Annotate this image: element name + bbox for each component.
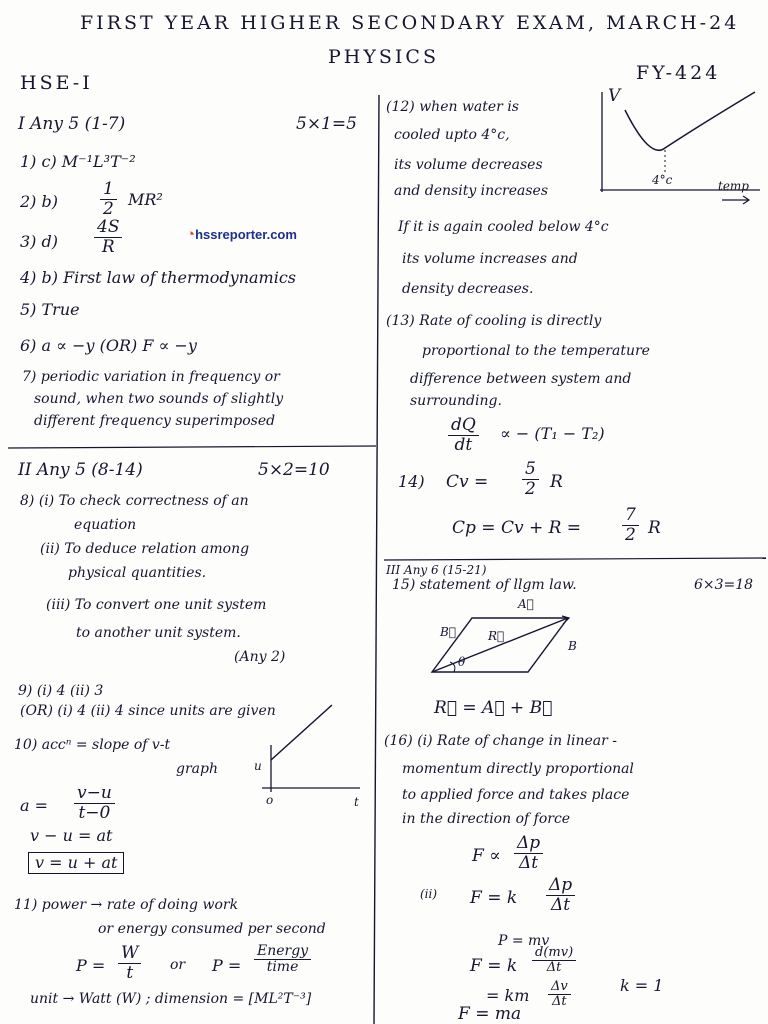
q11-p1: P = (76, 956, 106, 975)
q16-f-ma: F = ma (458, 1004, 522, 1024)
q16-f-prop: F ∝ (472, 846, 501, 866)
graph-4c-label: 4°c (652, 173, 673, 187)
q16-line2: momentum directly proportional (402, 761, 634, 777)
velocity-time-graph (262, 705, 360, 792)
q8-line6: to another unit system. (76, 625, 241, 641)
q14-cp: Cp = Cv + R = (452, 518, 582, 538)
q12-line3: its volume decreases (394, 157, 543, 173)
site-logo-text: hssreporter.com (195, 227, 297, 242)
q11-line2: or energy consumed per second (98, 921, 326, 937)
q14-cp-tail: R (648, 518, 661, 538)
q14-cp-fraction: $\frac{7}{2}$ (622, 506, 639, 544)
q13-line4: surrounding. (410, 393, 502, 409)
graph-t-label: t (354, 795, 359, 809)
q8-line2: equation (74, 517, 137, 533)
part1-marks: 5×1=5 (296, 114, 357, 134)
q10-a-eq: a = (20, 796, 49, 815)
q16-frac-dp: $\frac{\Delta p}{\Delta t}$ (514, 834, 543, 872)
q10-line4: v − u = at (30, 826, 113, 845)
q8-line3: (ii) To deduce relation among (40, 541, 250, 557)
left-section-rule (8, 446, 376, 448)
vector-r-label: R⃗ (488, 629, 505, 643)
graph-u-label: u (254, 759, 262, 773)
theta-label: θ (458, 655, 466, 669)
q11-line4: unit → Watt (W) ; dimension = [ML²T⁻³] (30, 991, 312, 1007)
part2-marks: 5×2=10 (258, 460, 330, 480)
q14-cv-fraction: $\frac{5}{2}$ (522, 460, 539, 498)
q12-line6: its volume increases and (402, 251, 578, 267)
subject-title: PHYSICS (328, 46, 439, 68)
q12-line1: (12) when water is (386, 99, 519, 115)
graph-v-label: V (608, 86, 621, 106)
graph-origin-label: o (266, 793, 274, 807)
q16-line3: to applied force and takes place (402, 787, 630, 803)
q13-fraction: $\frac{dQ}{dt}$ (448, 416, 479, 454)
answer-2-fraction: $\frac{1}{2}$ (100, 180, 117, 218)
q8-line4: physical quantities. (68, 565, 207, 581)
q10-line2: graph (176, 761, 218, 777)
q12-line7: density decreases. (402, 281, 534, 297)
q14-label: 14) (398, 472, 425, 491)
q9-line2: (OR) (i) 4 (ii) 4 since units are given (20, 703, 276, 719)
q13-line3: difference between system and (410, 371, 632, 387)
q9-line1: 9) (i) 4 (ii) 3 (18, 683, 104, 699)
q16-f-eq2: F = k (470, 956, 518, 976)
q16-f-eq: F = k (470, 888, 518, 908)
q14-cv-tail: R (550, 472, 563, 492)
q16-frac-dv: $\frac{\Delta v}{\Delta t}$ (548, 980, 571, 1010)
q16-f-eq3: = km (486, 986, 530, 1005)
paper-code: FY-424 (636, 62, 721, 84)
site-logo (186, 226, 297, 243)
q16-k-value: k = 1 (620, 976, 664, 995)
q10-fraction: $\frac{v-u}{t-0}$ (74, 784, 115, 822)
answer-3-fraction: $\frac{4S}{R}$ (94, 218, 122, 256)
vector-a-label: A⃗ (518, 597, 534, 611)
q11-frac2: Energy time (254, 944, 311, 976)
part1-heading: I Any 5 (1-7) (18, 114, 126, 134)
q11-p2: P = (212, 956, 242, 975)
q13-line2: proportional to the temperature (422, 343, 650, 359)
logo-mark-icon: ◔ (186, 226, 196, 243)
q10-boxed-result: v = u + at (28, 852, 124, 874)
q16-frac-dmv: $\frac{d(mv)}{\Delta t}$ (532, 946, 576, 976)
q13-eq-tail: ∝ − (T₁ − T₂) (500, 424, 605, 443)
q11-or: or (170, 957, 186, 973)
q16-p-eq: P = mv (498, 933, 550, 949)
q14-cv: Cv = (446, 472, 489, 492)
answer-1: 1) c) M⁻¹L³T⁻² (20, 152, 136, 171)
q16-part-ii: (ii) (420, 887, 438, 901)
part2-heading: II Any 5 (8-14) (18, 460, 143, 480)
answer-6: 6) a ∝ −y (OR) F ∝ −y (20, 336, 197, 355)
q11-line1: 11) power → rate of doing work (14, 897, 239, 913)
q8-line5: (iii) To convert one unit system (46, 597, 267, 613)
q12-line4: and density increases (394, 183, 548, 199)
answer-2-tail: MR² (128, 190, 163, 209)
q15-equation: R⃗ = A⃗ + B⃗ (434, 698, 553, 718)
answer-2: 2) b) (20, 192, 58, 211)
answer-7-line2: sound, when two sounds of slightly (34, 391, 284, 407)
q8-line7: (Any 2) (234, 649, 286, 665)
q16-frac-dp2: $\frac{\Delta p}{\Delta t}$ (546, 876, 575, 914)
q13-line1: (13) Rate of cooling is directly (386, 313, 602, 329)
q15-statement: 15) statement of llgm law. (392, 577, 577, 593)
q16-line1: (16) (i) Rate of change in linear - (384, 733, 618, 749)
part3-marks: 6×3=18 (694, 577, 754, 593)
graph-temp-label: temp (718, 179, 749, 193)
right-section-rule (384, 558, 766, 560)
vector-b-label: B⃗ (440, 625, 457, 639)
answer-7-line1: 7) periodic variation in frequency or (22, 369, 280, 385)
column-divider (374, 95, 379, 1024)
part3-heading: III Any 6 (15-21) (386, 563, 487, 577)
q11-frac1: $\frac{W}{t}$ (118, 944, 141, 982)
exam-title: FIRST YEAR HIGHER SECONDARY EXAM, MARCH-24 (80, 12, 740, 34)
q12-line2: cooled upto 4°c, (394, 127, 510, 143)
answer-4: 4) b) First law of thermodynamics (20, 268, 296, 287)
q16-line4: in the direction of force (402, 811, 571, 827)
vector-b2-label: B (568, 639, 577, 653)
answer-5: 5) True (20, 300, 80, 319)
q10-line1: 10) accⁿ = slope of v-t (14, 737, 171, 753)
q12-line5: If it is again cooled below 4°c (398, 219, 609, 235)
q8-line1: 8) (i) To check correctness of an (20, 493, 249, 509)
answer-7-line3: different frequency superimposed (34, 413, 276, 429)
paper-label: HSE-I (20, 72, 93, 94)
answer-3: 3) d) (20, 232, 58, 251)
